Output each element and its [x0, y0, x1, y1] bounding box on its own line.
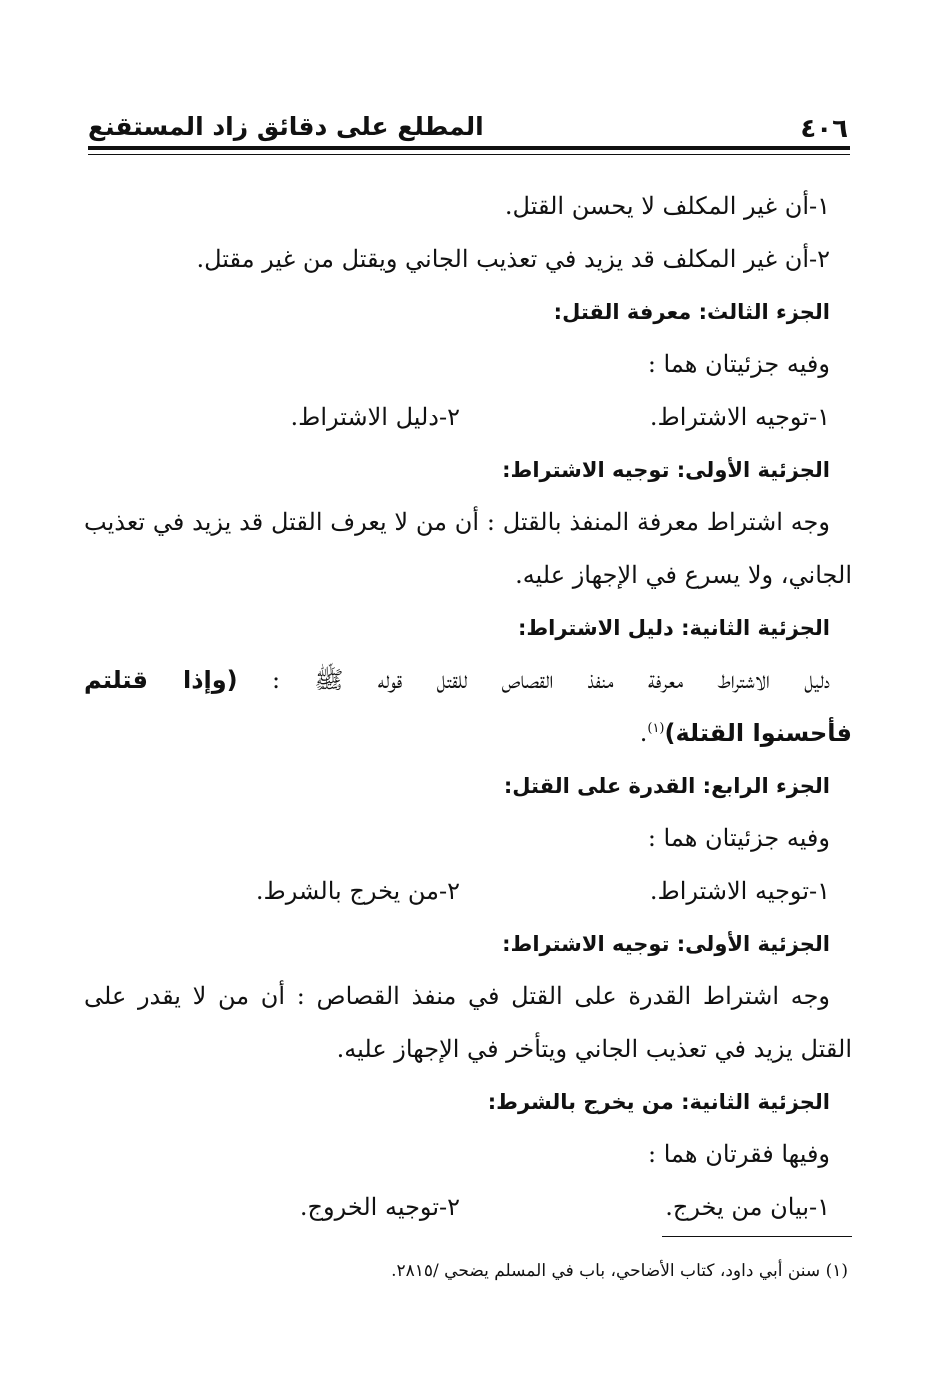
page-number: ٤٠٦ [800, 114, 848, 144]
footnote: (١) سنن أبي داود، كتاب الأضاحي، باب في المسلم يضحي /٢٨١٥. [391, 1261, 848, 1281]
header-rule-thick [88, 146, 850, 150]
paragraph-line: وجه اشتراط معرفة المنفذ بالقتل : أن من لا يعرف القتل قد يزيد في تعذيب [84, 508, 830, 536]
footnote-marker: (١) [647, 721, 665, 736]
list-item: ٢-دليل الاشتراط. [290, 403, 460, 431]
paragraph-line: وفيها فقرتان هما : [648, 1140, 830, 1168]
section-heading: الجزء الثالث: معرفة القتل: [553, 300, 830, 324]
list-item: ٢-توجيه الخروج. [299, 1193, 460, 1221]
paragraph-line: الجاني، ولا يسرع في الإجهاز عليه. [515, 561, 852, 589]
running-title: المطلع على دقائق زاد المستقنع [88, 112, 484, 141]
section-heading: الجزء الرابع: القدرة على القتل: [503, 774, 830, 798]
page-header [88, 108, 848, 148]
list-item: ١-بيان من يخرج. [665, 1193, 830, 1221]
list-item: ١-توجيه الاشتراط. [649, 403, 830, 431]
page-body [84, 180, 852, 1234]
paragraph-line: القتل يزيد في تعذيب الجاني ويتأخر في الإجهاز عليه. [336, 1035, 852, 1063]
paragraph-line [84, 654, 830, 707]
list-item: ٢-من يخرج بالشرط. [255, 877, 460, 905]
hadith-quote: فأحسنوا القتلة) [664, 719, 852, 747]
subsection-heading: الجزئية الأولى: توجيه الاشتراط: [502, 932, 830, 956]
paragraph-text: دليل الاشتراط معرفة منفذ القصاص للقتل قوله ﷺ : [272, 666, 830, 694]
paragraph-line: وفيه جزئيتان هما : [647, 350, 830, 378]
subsection-heading: الجزئية الثانية: من يخرج بالشرط: [487, 1090, 830, 1114]
list-item: ٢-أن غير المكلف قد يزيد في تعذيب الجاني ويقتل من غير مقتل. [196, 245, 830, 273]
two-column-list [84, 1181, 830, 1234]
list-item: ١-أن غير المكلف لا يحسن القتل. [504, 192, 830, 220]
paragraph-line [84, 707, 852, 760]
subsection-heading: الجزئية الثانية: دليل الاشتراط: [517, 616, 830, 640]
hadith-quote: (وإذا قتلتم [84, 666, 238, 694]
paragraph-line: وجه اشتراط القدرة على القتل في منفذ القصاص : أن من لا يقدر على [84, 982, 831, 1010]
list-item: ١-توجيه الاشتراط. [649, 877, 830, 905]
two-column-list [84, 865, 830, 918]
footnote-divider [662, 1236, 852, 1237]
sentence-end: . [639, 719, 648, 747]
subsection-heading: الجزئية الأولى: توجيه الاشتراط: [502, 458, 830, 482]
paragraph-line: وفيه جزئيتان هما : [647, 824, 830, 852]
two-column-list [84, 391, 830, 444]
header-rule-thin [88, 154, 850, 155]
